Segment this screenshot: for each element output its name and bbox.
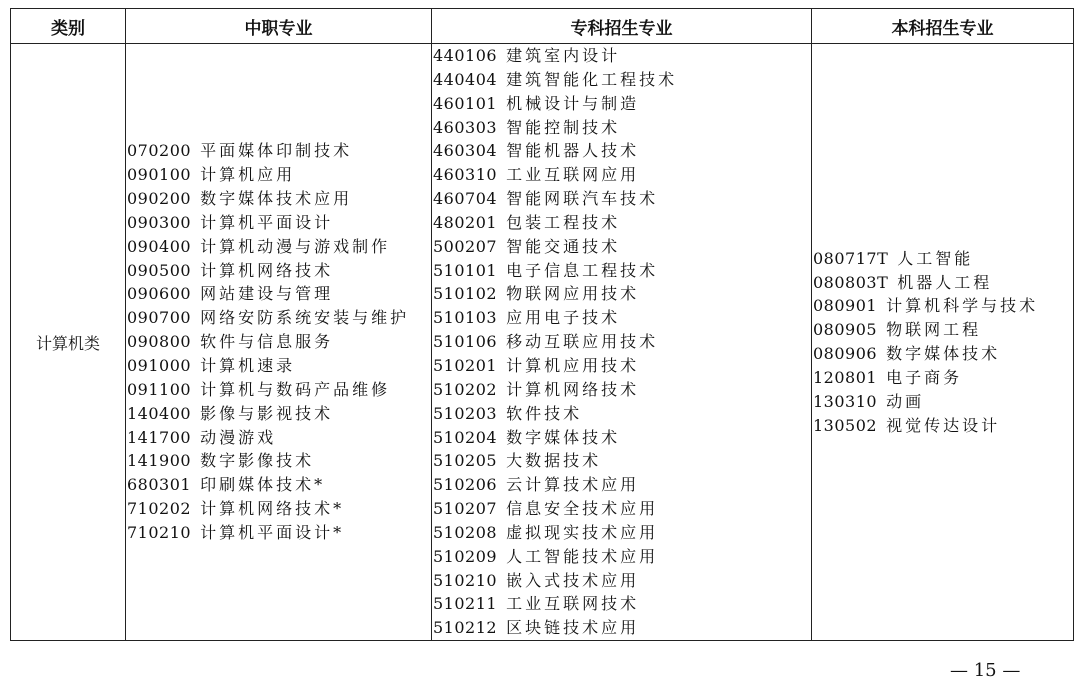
major-name: 工业互联网应用 bbox=[506, 165, 640, 185]
major-code: 510207 bbox=[433, 499, 498, 519]
major-code: 460101 bbox=[433, 93, 498, 113]
major-name: 区块链技术应用 bbox=[506, 618, 640, 638]
major-name: 软件与信息服务 bbox=[200, 332, 334, 352]
major-code: 500207 bbox=[433, 236, 498, 256]
list-item bbox=[433, 569, 811, 593]
list-item bbox=[433, 497, 811, 521]
major-code: 090400 bbox=[127, 236, 192, 256]
major-code: 710210 bbox=[127, 522, 192, 542]
list-item bbox=[433, 449, 811, 473]
major-code: 090100 bbox=[127, 165, 192, 185]
list-item bbox=[813, 366, 1073, 390]
list-item bbox=[433, 378, 811, 402]
major-code: 140400 bbox=[127, 403, 192, 423]
major-code: 440106 bbox=[433, 46, 498, 65]
major-code: 460310 bbox=[433, 165, 498, 185]
major-code: 510106 bbox=[433, 332, 498, 352]
major-code: 090300 bbox=[127, 212, 192, 232]
major-name: 物联网应用技术 bbox=[506, 284, 640, 304]
major-code: 460304 bbox=[433, 141, 498, 161]
major-name: 信息安全技术应用 bbox=[506, 499, 659, 519]
list-item bbox=[433, 139, 811, 163]
list-item bbox=[813, 294, 1073, 318]
major-name: 智能机器人技术 bbox=[506, 141, 640, 161]
major-code: 510209 bbox=[433, 546, 498, 566]
list-item bbox=[127, 211, 431, 235]
major-code: 080717T bbox=[813, 248, 889, 268]
major-name: 数字媒体技术 bbox=[886, 344, 1001, 364]
header-secondary-majors: 中职专业 bbox=[126, 9, 432, 44]
list-item bbox=[127, 306, 431, 330]
major-name: 计算机动漫与游戏制作 bbox=[200, 236, 391, 256]
list-item bbox=[127, 354, 431, 378]
major-code: 510205 bbox=[433, 451, 498, 471]
major-name: 动画 bbox=[886, 391, 925, 411]
major-name: 计算机网络技术 bbox=[506, 379, 640, 399]
major-code: 510204 bbox=[433, 427, 498, 447]
list-item bbox=[433, 282, 811, 306]
majors-table bbox=[10, 8, 1074, 641]
page-number: — 15 — bbox=[950, 660, 1021, 681]
list-item bbox=[433, 211, 811, 235]
major-code: 090800 bbox=[127, 332, 192, 352]
list-item bbox=[127, 449, 431, 473]
major-name: 计算机与数码产品维修 bbox=[200, 379, 391, 399]
list-item bbox=[127, 235, 431, 259]
major-name: 软件技术 bbox=[506, 403, 583, 423]
major-name: 网络安防系统安装与维护 bbox=[200, 308, 410, 328]
major-name: 大数据技术 bbox=[506, 451, 602, 471]
list-item bbox=[127, 473, 431, 497]
list-item bbox=[433, 187, 811, 211]
major-name: 应用电子技术 bbox=[506, 308, 621, 328]
major-name: 平面媒体印制技术 bbox=[200, 141, 353, 161]
major-name: 计算机应用技术 bbox=[506, 355, 640, 375]
list-item bbox=[433, 426, 811, 450]
major-code: 120801 bbox=[813, 367, 878, 387]
major-code: 480201 bbox=[433, 212, 498, 232]
list-item bbox=[127, 378, 431, 402]
list-item bbox=[127, 330, 431, 354]
major-name: 计算机速录 bbox=[200, 355, 296, 375]
list-item bbox=[127, 426, 431, 450]
major-name: 虚拟现实技术应用 bbox=[506, 522, 659, 542]
secondary-majors-list bbox=[126, 139, 431, 544]
major-code: 510101 bbox=[433, 260, 498, 280]
major-code: 510211 bbox=[433, 594, 498, 614]
list-item bbox=[433, 545, 811, 569]
major-name: 嵌入式技术应用 bbox=[506, 570, 640, 590]
major-name: 移动互联应用技术 bbox=[506, 332, 659, 352]
major-name: 计算机网络技术* bbox=[200, 499, 345, 519]
major-code: 440404 bbox=[433, 69, 498, 89]
major-name: 计算机网络技术 bbox=[200, 260, 334, 280]
major-name: 计算机应用 bbox=[200, 165, 296, 185]
major-code: 510208 bbox=[433, 522, 498, 542]
major-name: 智能控制技术 bbox=[506, 117, 621, 137]
major-code: 080905 bbox=[813, 320, 878, 340]
major-code: 680301 bbox=[127, 475, 192, 495]
major-code: 510206 bbox=[433, 475, 498, 495]
category-cell: 计算机类 bbox=[11, 44, 126, 641]
major-code: 090700 bbox=[127, 308, 192, 328]
list-item bbox=[433, 306, 811, 330]
major-name: 数字媒体技术应用 bbox=[200, 189, 353, 209]
major-name: 智能交通技术 bbox=[506, 236, 621, 256]
list-item bbox=[127, 282, 431, 306]
major-name: 影像与影视技术 bbox=[200, 403, 334, 423]
list-item bbox=[433, 402, 811, 426]
list-item bbox=[433, 68, 811, 92]
undergraduate-majors-cell bbox=[812, 44, 1074, 641]
list-item bbox=[433, 473, 811, 497]
major-name: 计算机科学与技术 bbox=[886, 296, 1039, 316]
list-item bbox=[433, 235, 811, 259]
major-code: 091000 bbox=[127, 355, 192, 375]
header-undergraduate-majors: 本科招生专业 bbox=[812, 9, 1074, 44]
major-code: 080901 bbox=[813, 296, 878, 316]
major-name: 印刷媒体技术* bbox=[200, 475, 326, 495]
major-code: 510201 bbox=[433, 355, 498, 375]
list-item bbox=[433, 354, 811, 378]
header-junior-college-majors: 专科招生专业 bbox=[432, 9, 812, 44]
major-name: 机械设计与制造 bbox=[506, 93, 640, 113]
major-code: 460303 bbox=[433, 117, 498, 137]
major-code: 510210 bbox=[433, 570, 498, 590]
major-code: 130502 bbox=[813, 415, 878, 435]
major-code: 510202 bbox=[433, 379, 498, 399]
major-code: 710202 bbox=[127, 499, 192, 519]
list-item bbox=[433, 92, 811, 116]
major-code: 130310 bbox=[813, 391, 878, 411]
major-name: 网站建设与管理 bbox=[200, 284, 334, 304]
major-name: 人工智能 bbox=[897, 248, 974, 268]
major-code: 510203 bbox=[433, 403, 498, 423]
list-item bbox=[433, 163, 811, 187]
major-name: 动漫游戏 bbox=[200, 427, 277, 447]
junior-college-majors-cell bbox=[432, 44, 812, 641]
list-item bbox=[127, 497, 431, 521]
major-code: 080803T bbox=[813, 272, 889, 292]
major-name: 建筑室内设计 bbox=[506, 46, 621, 65]
major-code: 510212 bbox=[433, 618, 498, 638]
list-item bbox=[433, 592, 811, 616]
list-item bbox=[813, 247, 1073, 271]
list-item bbox=[813, 414, 1073, 438]
major-name: 物联网工程 bbox=[886, 320, 982, 340]
list-item bbox=[433, 116, 811, 140]
list-item bbox=[433, 616, 811, 640]
major-code: 460704 bbox=[433, 189, 498, 209]
list-item bbox=[127, 521, 431, 545]
list-item bbox=[433, 521, 811, 545]
major-code: 070200 bbox=[127, 141, 192, 161]
major-name: 云计算技术应用 bbox=[506, 475, 640, 495]
major-code: 090600 bbox=[127, 284, 192, 304]
list-item bbox=[813, 271, 1073, 295]
undergraduate-majors-list bbox=[812, 247, 1073, 438]
major-code: 090500 bbox=[127, 260, 192, 280]
list-item bbox=[127, 402, 431, 426]
list-item bbox=[127, 163, 431, 187]
major-name: 电子商务 bbox=[886, 367, 963, 387]
major-code: 141900 bbox=[127, 451, 192, 471]
major-code: 090200 bbox=[127, 189, 192, 209]
list-item bbox=[813, 318, 1073, 342]
secondary-majors-cell bbox=[126, 44, 432, 641]
list-item bbox=[433, 259, 811, 283]
major-code: 091100 bbox=[127, 379, 192, 399]
major-name: 包装工程技术 bbox=[506, 212, 621, 232]
major-code: 141700 bbox=[127, 427, 192, 447]
list-item bbox=[433, 44, 811, 68]
list-item bbox=[813, 390, 1073, 414]
major-name: 计算机平面设计* bbox=[200, 522, 345, 542]
major-name: 数字影像技术 bbox=[200, 451, 315, 471]
major-name: 建筑智能化工程技术 bbox=[506, 69, 678, 89]
major-name: 工业互联网技术 bbox=[506, 594, 640, 614]
junior-college-majors-list bbox=[432, 44, 811, 640]
table-row bbox=[11, 44, 1074, 641]
major-code: 510103 bbox=[433, 308, 498, 328]
major-code: 510102 bbox=[433, 284, 498, 304]
major-name: 视觉传达设计 bbox=[886, 415, 1001, 435]
list-item bbox=[433, 330, 811, 354]
header-category: 类别 bbox=[11, 9, 126, 44]
header-row bbox=[11, 9, 1074, 44]
major-name: 数字媒体技术 bbox=[506, 427, 621, 447]
major-name: 人工智能技术应用 bbox=[506, 546, 659, 566]
major-name: 机器人工程 bbox=[897, 272, 993, 292]
major-code: 080906 bbox=[813, 344, 878, 364]
list-item bbox=[127, 187, 431, 211]
major-name: 智能网联汽车技术 bbox=[506, 189, 659, 209]
list-item bbox=[127, 259, 431, 283]
list-item bbox=[127, 139, 431, 163]
list-item bbox=[813, 342, 1073, 366]
major-name: 电子信息工程技术 bbox=[506, 260, 659, 280]
major-name: 计算机平面设计 bbox=[200, 212, 334, 232]
